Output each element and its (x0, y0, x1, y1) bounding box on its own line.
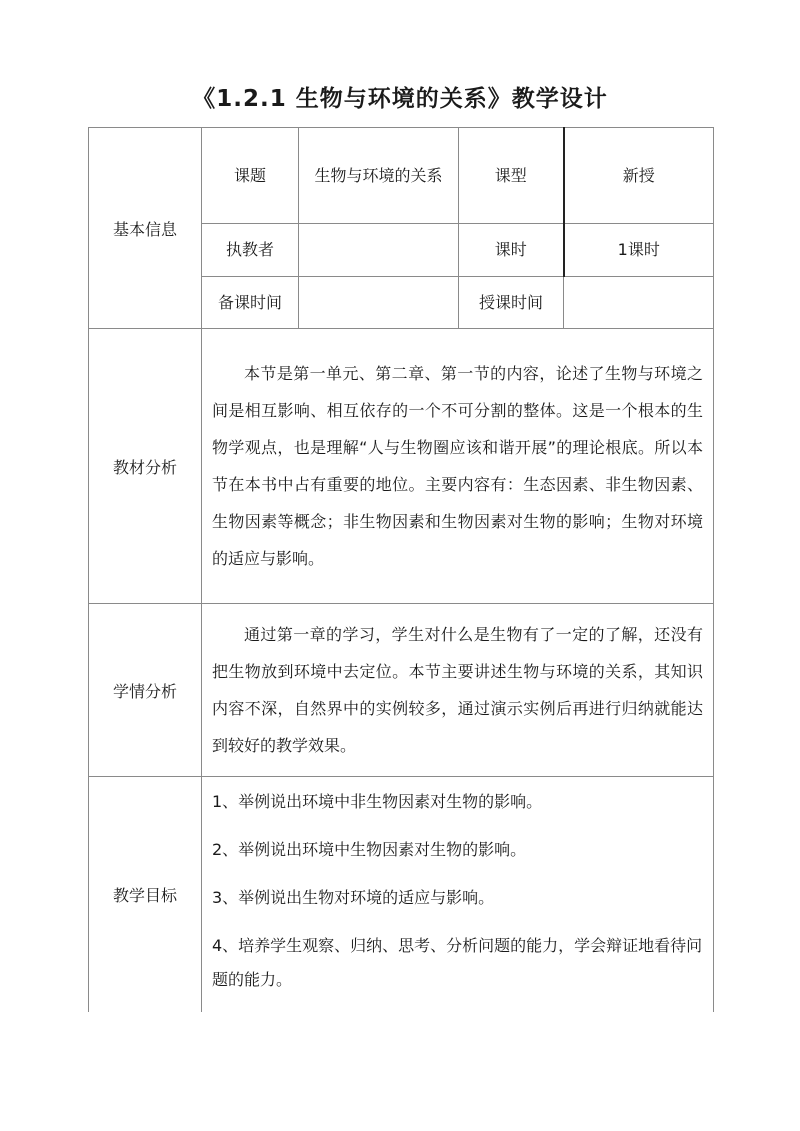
student-analysis-text: 通过第一章的学习，学生对什么是生物有了一定的了解，还没有把生物放到环境中去定位。本节主要讲述生物与环境的关系，其知识内容不深，自然界中的实例较多，通过演示实例后再进行归纳就能达到较好的教学效果。 (212, 625, 703, 755)
lesson-plan-table (88, 127, 714, 1012)
teach-time-label: 授课时间 (459, 277, 564, 329)
teaching-goals-label: 教学目标 (89, 777, 202, 1012)
prep-time-value (299, 277, 459, 329)
type-value: 新授 (564, 128, 714, 224)
table-row (89, 329, 714, 604)
teacher-label: 执教者 (202, 224, 299, 277)
goal-item: 4、培养学生观察、归纳、思考、分析问题的能力，学会辩证地看待问题的能力。 (212, 936, 703, 989)
teaching-goals-cell (202, 777, 714, 1012)
teacher-value (299, 224, 459, 277)
student-analysis-cell (202, 604, 714, 777)
table-row (89, 604, 714, 777)
table-row (89, 128, 714, 224)
goal-item: 3、举例说出生物对环境的适应与影响。 (212, 888, 495, 907)
page-title: 《1.2.1 生物与环境的关系》教学设计 (192, 86, 608, 112)
goal-item: 2、举例说出环境中生物因素对生物的影响。 (212, 840, 527, 859)
type-label: 课型 (459, 128, 564, 224)
teach-time-value (564, 277, 714, 329)
material-analysis-text: 本节是第一单元、第二章、第一节的内容，论述了生物与环境之间是相互影响、相互依存的一个不可分割的整体。这是一个根本的生物学观点，也是理解“人与生物圈应该和谐开展”的理论根底。所以本节在本书中占有重要的地位。主要内容有：生态因素、非生物因素、生物因素等概念；非生物因素和生物因素对生物的影响；生物对环境的适应与影响。 (212, 364, 703, 568)
goal-item: 1、举例说出环境中非生物因素对生物的影响。 (212, 792, 543, 811)
hours-value: 1课时 (564, 224, 714, 277)
prep-time-label: 备课时间 (202, 277, 299, 329)
basic-info-label: 基本信息 (89, 128, 202, 329)
student-analysis-label: 学情分析 (89, 604, 202, 777)
hours-label: 课时 (459, 224, 564, 277)
material-analysis-cell (202, 329, 714, 604)
topic-value: 生物与环境的关系 (299, 128, 459, 224)
topic-label: 课题 (202, 128, 299, 224)
table-row (89, 777, 714, 1012)
material-analysis-label: 教材分析 (89, 329, 202, 604)
